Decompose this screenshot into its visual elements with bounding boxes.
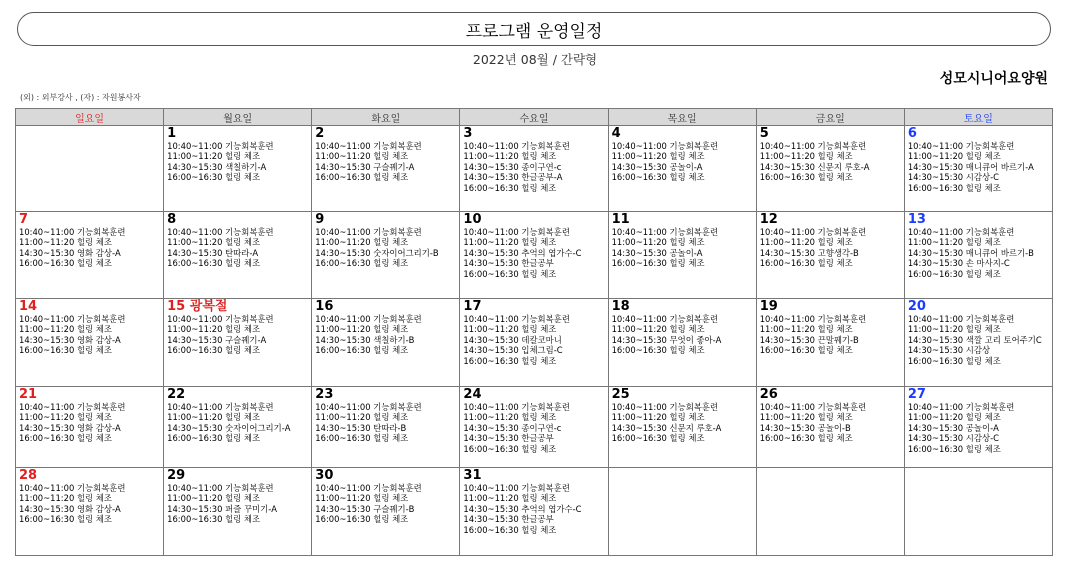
schedule-entry: 14:30~15:30 신문지 루호-A — [611, 422, 722, 433]
calendar-day-cell — [756, 126, 904, 212]
calendar-day-cell — [312, 212, 460, 299]
calendar-day-cell — [608, 387, 756, 468]
organization-name: 성모시니어요양원 — [939, 71, 1048, 87]
schedule-entry: 10:40~11:00 기능회복훈련 — [167, 402, 274, 412]
schedule-entry: 14:30~15:30 구슬꿰기-A — [315, 161, 415, 172]
calendar-day-cell — [16, 212, 164, 299]
schedule-entry: 16:00~16:30 힐링 체조 — [463, 524, 557, 535]
schedule-entry: 14:30~15:30 한글공부-A — [463, 172, 563, 183]
schedule-entry: 10:40~11:00 기능회복훈련 — [759, 402, 867, 412]
weekday-header-row — [16, 109, 1053, 126]
calendar-day-cell — [16, 126, 164, 212]
schedule-entry: 14:30~15:30 한글공부 — [463, 258, 554, 269]
calendar-day-cell — [608, 126, 756, 212]
schedule-entry: 14:30~15:30 공놀이-A — [611, 161, 703, 172]
schedule-entry: 10:40~11:00 기능회복훈련 — [19, 483, 126, 493]
schedule-entry: 14:30~15:30 색깔 고리 토어주기C — [907, 334, 1042, 345]
calendar-day-cell — [756, 468, 904, 556]
schedule-entry: 16:00~16:30 힐링 체조 — [315, 514, 409, 525]
weekday-header: 일요일 — [16, 109, 164, 126]
schedule-entry: 11:00~11:20 힐링 체조 — [759, 237, 853, 248]
schedule-entry: 11:00~11:20 힐링 체조 — [167, 324, 261, 335]
weekday-header: 금요일 — [756, 109, 904, 126]
calendar-day-cell — [460, 299, 608, 387]
schedule-entry: 16:00~16:30 힐링 체조 — [167, 258, 261, 269]
day-number: 8 — [167, 212, 177, 227]
weekday-header: 수요일 — [460, 109, 608, 126]
day-number: 16 — [315, 299, 334, 314]
day-number: 18 — [611, 299, 630, 314]
day-number: 9 — [315, 212, 325, 227]
schedule-entry: 11:00~11:20 힐링 체조 — [907, 412, 1001, 423]
schedule-entry: 16:00~16:30 힐링 체조 — [167, 345, 261, 356]
calendar-day-cell — [16, 387, 164, 468]
schedule-entry: 11:00~11:20 힐링 체조 — [167, 151, 261, 162]
schedule-entry: 14:30~15:30 무엇이 좋아-A — [611, 334, 722, 345]
schedule-entry: 14:30~15:30 숫자이어그리기-B — [315, 247, 439, 258]
calendar-day-cell — [756, 212, 904, 299]
schedule-entry: 14:30~15:30 구슬꿰기-A — [167, 334, 267, 345]
calendar-day-cell — [460, 212, 608, 299]
schedule-entry: 16:00~16:30 힐링 체조 — [19, 345, 112, 356]
schedule-entry: 14:30~15:30 영화 감상-A — [19, 422, 121, 433]
schedule-entry: 14:30~15:30 매니큐어 바르기-A — [907, 161, 1034, 172]
calendar-day-cell — [608, 299, 756, 387]
schedule-entry: 11:00~11:20 힐링 체조 — [19, 237, 112, 248]
schedule-entry: 11:00~11:20 힐링 체조 — [19, 324, 112, 335]
day-number: 24 — [463, 387, 482, 402]
schedule-entry: 14:30~15:30 신문지 루호-A — [759, 161, 870, 172]
day-number: 7 — [19, 212, 29, 227]
schedule-entry: 11:00~11:20 힐링 체조 — [611, 324, 705, 335]
schedule-entry: 11:00~11:20 힐링 체조 — [463, 412, 557, 423]
schedule-entry: 16:00~16:30 힐링 체조 — [19, 514, 112, 525]
schedule-entry: 16:00~16:30 힐링 체조 — [759, 345, 853, 356]
schedule-entry: 11:00~11:20 힐링 체조 — [19, 493, 112, 504]
schedule-entry: 14:30~15:30 추억의 엽가수-C — [463, 503, 582, 514]
calendar-week-row — [16, 468, 1053, 556]
schedule-entry: 10:40~11:00 기능회복훈련 — [315, 314, 422, 324]
calendar-day-cell — [164, 387, 312, 468]
schedule-entry: 14:30~15:30 손 마사지-C — [907, 258, 1010, 269]
schedule-entry: 10:40~11:00 기능회복훈련 — [611, 227, 719, 237]
schedule-entry: 11:00~11:20 힐링 체조 — [759, 324, 853, 335]
schedule-entry: 16:00~16:30 힐링 체조 — [759, 433, 853, 444]
calendar-day-cell — [904, 212, 1052, 299]
calendar-day-cell — [164, 468, 312, 556]
schedule-entry: 16:00~16:30 힐링 체조 — [167, 172, 261, 183]
schedule-entry: 10:40~11:00 기능회복훈련 — [315, 227, 422, 237]
schedule-entry: 14:30~15:30 추억의 엽가수-C — [463, 247, 582, 258]
schedule-entry: 14:30~15:30 공놀이-B — [759, 422, 851, 433]
calendar-week-row — [16, 387, 1053, 468]
schedule-entry: 16:00~16:30 힐링 체조 — [611, 258, 705, 269]
day-number: 11 — [611, 212, 630, 227]
schedule-entry: 10:40~11:00 기능회복훈련 — [907, 227, 1015, 237]
schedule-entry: 16:00~16:30 힐링 체조 — [907, 182, 1001, 193]
calendar-day-cell — [756, 299, 904, 387]
schedule-entry: 11:00~11:20 힐링 체조 — [167, 412, 261, 423]
schedule-entry: 11:00~11:20 힐링 체조 — [167, 493, 261, 504]
schedule-entry: 14:30~15:30 공놀이-A — [907, 422, 999, 433]
page-subtitle: 2022년 08월 / 간략형 — [472, 52, 598, 67]
calendar-day-cell — [312, 468, 460, 556]
weekday-header: 목요일 — [608, 109, 756, 126]
schedule-entry: 16:00~16:30 힐링 체조 — [759, 258, 853, 269]
schedule-entry: 14:30~15:30 매니큐어 바르기-B — [907, 247, 1034, 258]
day-number: 2 — [315, 126, 325, 141]
calendar-day-cell — [904, 468, 1052, 556]
schedule-entry: 10:40~11:00 기능회복훈련 — [611, 402, 719, 412]
schedule-entry: 16:00~16:30 힐링 체조 — [463, 443, 557, 454]
calendar-day-cell — [16, 299, 164, 387]
weekday-header: 토요일 — [904, 109, 1052, 126]
schedule-entry: 10:40~11:00 기능회복훈련 — [463, 141, 570, 151]
schedule-entry: 10:40~11:00 기능회복훈련 — [167, 141, 274, 151]
calendar-day-cell — [312, 299, 460, 387]
schedule-entry: 16:00~16:30 힐링 체조 — [611, 345, 705, 356]
calendar-day-cell — [904, 387, 1052, 468]
schedule-entry: 10:40~11:00 기능회복훈련 — [907, 141, 1015, 151]
calendar-day-cell — [904, 299, 1052, 387]
day-number: 6 — [907, 126, 917, 141]
day-number: 29 — [167, 468, 186, 483]
schedule-entry: 11:00~11:20 힐링 체조 — [463, 237, 557, 248]
day-number: 21 — [19, 387, 38, 402]
schedule-entry: 11:00~11:20 힐링 체조 — [315, 324, 409, 335]
day-number: 12 — [759, 212, 778, 227]
schedule-entry: 14:30~15:30 퍼즐 꾸미기-A — [167, 503, 277, 514]
schedule-entry: 14:30~15:30 탄따라-A — [167, 247, 259, 258]
schedule-entry: 11:00~11:20 힐링 체조 — [907, 151, 1001, 162]
day-number: 4 — [611, 126, 621, 141]
schedule-entry: 11:00~11:20 힐링 체조 — [759, 412, 853, 423]
schedule-entry: 11:00~11:20 힐링 체조 — [315, 493, 409, 504]
schedule-entry: 11:00~11:20 힐링 체조 — [19, 412, 112, 423]
schedule-entry: 16:00~16:30 힐링 체조 — [315, 172, 409, 183]
schedule-entry: 16:00~16:30 힐링 체조 — [19, 258, 112, 269]
schedule-entry: 10:40~11:00 기능회복훈련 — [315, 402, 422, 412]
schedule-entry: 14:30~15:30 시감상 — [907, 345, 991, 356]
day-number: 19 — [759, 299, 778, 314]
schedule-entry: 14:30~15:30 시감상-C — [907, 433, 999, 444]
schedule-entry: 14:30~15:30 색칠하기-B — [315, 334, 415, 345]
schedule-entry: 11:00~11:20 힐링 체조 — [759, 151, 853, 162]
schedule-entry: 14:30~15:30 입체그림-C — [463, 345, 563, 356]
schedule-entry: 16:00~16:30 힐링 체조 — [167, 514, 261, 525]
calendar-day-cell — [164, 212, 312, 299]
schedule-entry: 14:30~15:30 종이구연-c — [463, 422, 562, 433]
calendar-table — [15, 108, 1053, 556]
day-number: 27 — [907, 387, 926, 402]
schedule-entry: 11:00~11:20 힐링 체조 — [315, 412, 409, 423]
schedule-entry: 10:40~11:00 기능회복훈련 — [611, 141, 719, 151]
schedule-entry: 14:30~15:30 끈말꿰기-B — [759, 334, 859, 345]
schedule-entry: 11:00~11:20 힐링 체조 — [907, 237, 1001, 248]
schedule-entry: 16:00~16:30 힐링 체조 — [315, 433, 409, 444]
schedule-entry: 16:00~16:30 힐링 체조 — [759, 172, 853, 183]
schedule-entry: 11:00~11:20 힐링 체조 — [167, 237, 261, 248]
calendar-day-cell — [312, 387, 460, 468]
day-number: 5 — [759, 126, 769, 141]
schedule-entry: 11:00~11:20 힐링 체조 — [463, 151, 557, 162]
schedule-entry: 10:40~11:00 기능회복훈련 — [167, 483, 274, 493]
schedule-entry: 14:30~15:30 한글공부 — [463, 514, 554, 525]
schedule-entry: 14:30~15:30 영화 감상-A — [19, 503, 121, 514]
schedule-entry: 11:00~11:20 힐링 체조 — [463, 493, 557, 504]
schedule-entry: 14:30~15:30 종이구연-c — [463, 161, 562, 172]
schedule-entry: 14:30~15:30 숫자이어그리기-A — [167, 422, 291, 433]
schedule-entry: 10:40~11:00 기능회복훈련 — [759, 141, 867, 151]
schedule-entry: 16:00~16:30 힐링 체조 — [907, 268, 1001, 279]
schedule-entry: 10:40~11:00 기능회복훈련 — [759, 227, 867, 237]
schedule-entry: 14:30~15:30 색칠하기-A — [167, 161, 267, 172]
day-number: 23 — [315, 387, 334, 402]
schedule-entry: 16:00~16:30 힐링 체조 — [463, 268, 557, 279]
schedule-entry: 10:40~11:00 기능회복훈련 — [907, 314, 1015, 324]
calendar-day-cell — [16, 468, 164, 556]
calendar-day-cell — [904, 126, 1052, 212]
weekday-header: 화요일 — [312, 109, 460, 126]
calendar-day-cell — [756, 387, 904, 468]
day-number: 20 — [907, 299, 926, 314]
schedule-entry: 10:40~11:00 기능회복훈련 — [19, 227, 126, 237]
schedule-entry: 16:00~16:30 힐링 체조 — [315, 258, 409, 269]
schedule-entry: 10:40~11:00 기능회복훈련 — [19, 402, 126, 412]
schedule-entry: 10:40~11:00 기능회복훈련 — [611, 314, 719, 324]
schedule-entry: 10:40~11:00 기능회복훈련 — [463, 483, 570, 493]
calendar-week-row — [16, 212, 1053, 299]
day-number: 13 — [907, 212, 926, 227]
day-number: 22 — [167, 387, 186, 402]
schedule-entry: 11:00~11:20 힐링 체조 — [315, 151, 409, 162]
schedule-entry: 10:40~11:00 기능회복훈련 — [167, 314, 274, 324]
day-number: 14 — [19, 299, 38, 314]
schedule-entry: 11:00~11:20 힐링 체조 — [907, 324, 1001, 335]
calendar-day-cell — [460, 126, 608, 212]
schedule-entry: 14:30~15:30 탄따라-B — [315, 422, 407, 433]
page-title: 프로그램 운영일정 — [17, 12, 1051, 46]
weekday-header: 월요일 — [164, 109, 312, 126]
schedule-entry: 11:00~11:20 힐링 체조 — [611, 412, 705, 423]
calendar-day-cell — [608, 212, 756, 299]
schedule-entry: 14:30~15:30 영화 감상-A — [19, 334, 121, 345]
schedule-entry: 16:00~16:30 힐링 체조 — [463, 182, 557, 193]
calendar-day-cell — [164, 126, 312, 212]
calendar-day-cell — [608, 468, 756, 556]
calendar-day-cell — [164, 299, 312, 387]
day-number: 3 — [463, 126, 473, 141]
schedule-entry: 14:30~15:30 한글공부 — [463, 433, 554, 444]
schedule-entry: 16:00~16:30 힐링 체조 — [463, 355, 557, 366]
schedule-entry: 11:00~11:20 힐링 체조 — [315, 237, 409, 248]
schedule-entry: 14:30~15:30 영화 감상-A — [19, 247, 121, 258]
day-number: 15 광복절 — [167, 299, 228, 314]
schedule-entry: 10:40~11:00 기능회복훈련 — [463, 402, 570, 412]
day-number: 26 — [759, 387, 778, 402]
day-number: 31 — [463, 468, 482, 483]
calendar-day-cell — [460, 387, 608, 468]
schedule-entry: 16:00~16:30 힐링 체조 — [611, 433, 705, 444]
day-number: 10 — [463, 212, 482, 227]
schedule-entry: 11:00~11:20 힐링 체조 — [611, 237, 705, 248]
day-number: 1 — [167, 126, 177, 141]
schedule-entry: 10:40~11:00 기능회복훈련 — [167, 227, 274, 237]
schedule-entry: 14:30~15:30 공놀이-A — [611, 247, 703, 258]
schedule-entry: 10:40~11:00 기능회복훈련 — [19, 314, 126, 324]
schedule-entry: 16:00~16:30 힐링 체조 — [167, 433, 261, 444]
schedule-entry: 16:00~16:30 힐링 체조 — [19, 433, 112, 444]
calendar-day-cell — [312, 126, 460, 212]
calendar-week-row — [16, 299, 1053, 387]
schedule-entry: 16:00~16:30 힐링 체조 — [315, 345, 409, 356]
day-number: 17 — [463, 299, 482, 314]
schedule-entry: 10:40~11:00 기능회복훈련 — [907, 402, 1015, 412]
schedule-entry: 16:00~16:30 힐링 체조 — [907, 355, 1001, 366]
schedule-entry: 10:40~11:00 기능회복훈련 — [315, 141, 422, 151]
schedule-entry: 14:30~15:30 데칼코마니 — [463, 334, 562, 345]
schedule-entry: 14:30~15:30 구슬꿰기-B — [315, 503, 415, 514]
calendar-day-cell — [460, 468, 608, 556]
legend-note: (외) : 외부강사 , (자) : 자원봉사자 — [20, 93, 141, 102]
schedule-entry: 16:00~16:30 힐링 체조 — [611, 172, 705, 183]
day-number: 30 — [315, 468, 334, 483]
schedule-entry: 10:40~11:00 기능회복훈련 — [463, 314, 570, 324]
day-number: 28 — [19, 468, 38, 483]
schedule-entry: 10:40~11:00 기능회복훈련 — [759, 314, 867, 324]
schedule-entry: 11:00~11:20 힐링 체조 — [463, 324, 557, 335]
calendar-week-row — [16, 126, 1053, 212]
schedule-entry: 11:00~11:20 힐링 체조 — [611, 151, 705, 162]
schedule-entry: 10:40~11:00 기능회복훈련 — [315, 483, 422, 493]
schedule-entry: 14:30~15:30 고향생각-B — [759, 247, 859, 258]
schedule-entry: 10:40~11:00 기능회복훈련 — [463, 227, 570, 237]
schedule-entry: 14:30~15:30 시감상-C — [907, 172, 999, 183]
day-number: 25 — [611, 387, 630, 402]
schedule-entry: 16:00~16:30 힐링 체조 — [907, 443, 1001, 454]
